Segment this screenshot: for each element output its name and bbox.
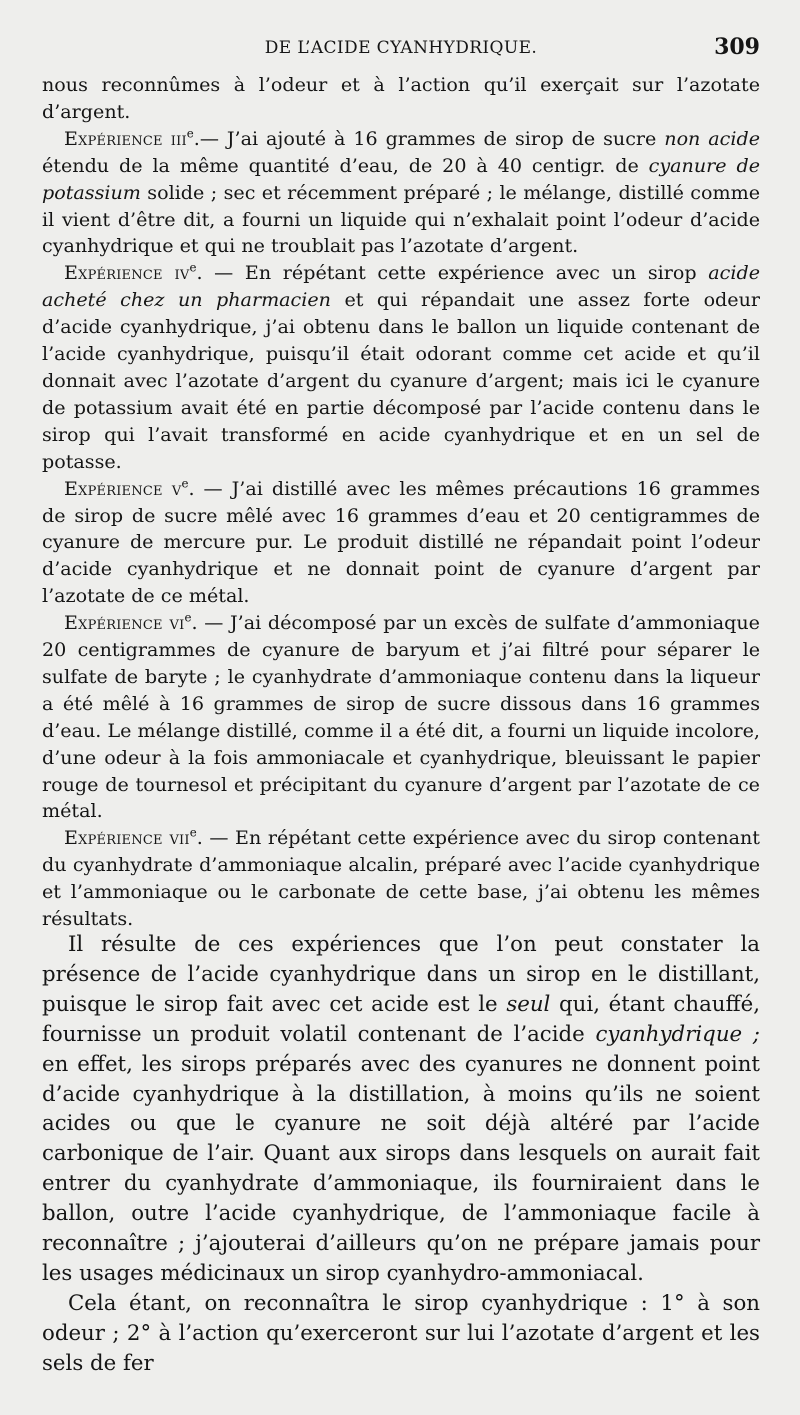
experience-paragraph-7 [42,825,760,933]
experience-label: Expérience iv [64,261,190,285]
experience-label: Expérience vi [64,611,185,635]
page-header [42,34,760,66]
experience-paragraph-5 [42,476,760,611]
segment: étendu de la même quantité d’eau, de 20 à 40 centigr. de [42,153,649,177]
segment: . — En répétant cette expérience avec un sirop [196,261,709,285]
conclusion-section [42,930,760,1379]
page-number: 309 [714,34,760,60]
segment-italic: cyanhydrique ; [595,1021,760,1047]
segment: en effet, les sirops préparés avec des cyanures ne donnent point d’acide cyanhydrique à la distillation, à moins qu’ils ne soient acides ou que le cyanure ne soit déjà altéré par l’acide carbonique de l’air. Quant aux sirops dans lesquels on aurait fait entrer du cyanhydrate d’ammoniaque, ils fourniraient dans le ballon, outre l’acide cyanhydrique, de l’ammoniaque facile à reconnaître ; j’ajouterai d’ailleurs qu’on ne prépare jamais pour les usages médicinaux un sirop cyanhydro-ammoniacal. [42,1051,760,1286]
experience-paragraph-6 [42,610,760,825]
conclusion-paragraph [42,930,760,1289]
experiments-section [42,72,760,933]
segment-italic: cyanure de potassium [42,153,760,204]
segment: et qui répandait une assez forte odeur d’acide cyanhydrique, j’ai obtenu dans le ballon un liquide contenant de l’acide cyanhydrique, puisqu’il était odorant comme cet acide et qu’il donnait avec l’azotate d’argent du cyanure d’argent; mais ici le cyanure de potassium avait été en partie décomposé par l’acide contenu dans le sirop qui l’avait transformé en acide cyanhydrique et en un sel de potasse. [42,288,761,473]
experience-label-suffix: e [189,826,197,841]
segment-italic: non acide [664,126,760,150]
experience-label: Expérience vii [64,826,190,850]
experience-paragraph-4 [42,260,760,475]
segment: . — En répétant cette expérience avec du sirop contenant du cyanhydrate d’ammoniaque alcalin, préparé avec l’acide cyanhydrique et l’ammoniaque ou le carbonate de cette base, j’ai obtenu les mêmes résultats. [42,826,760,931]
experience-paragraph-3 [42,126,760,261]
segment: solide ; sec et récemment préparé ; le mélange, distillé comme il vient d’être dit, a fourni un liquide qui n’exhalait point l’odeur d’acide cyanhydrique et qui ne troublait pas l’azotate d’argent. [42,180,760,258]
segment: qui, étant chauffé, fournisse un produit volatil contenant de l’acide [42,991,760,1047]
segment: . — J’ai distillé avec les mêmes précautions 16 grammes de sirop de sucre mêlé avec 16 grammes d’eau et 20 centigrammes de cyanure de mercure pur. Le produit distillé ne répandait point l’odeur d’acide cyanhydrique et ne donnait point de cyanure d’argent par l’azotate de ce métal. [42,476,760,608]
intro-paragraph: nous reconnûmes à l’odeur et à l’action qu’il exerçait sur l’azotate d’argent. [42,73,760,123]
experience-label-suffix: e [189,260,197,275]
segment: .— J’ai ajouté à 16 grammes de sirop de sucre [193,126,665,150]
experience-label-suffix: e [181,476,189,491]
experience-label-suffix: e [184,610,192,625]
experience-label-suffix: e [186,126,194,141]
segment: . — J’ai décomposé par un excès de sulfate d’ammoniaque 20 centigrammes de cyanure de baryum et j’ai filtré pour séparer le sulfate de baryte ; le cyanhydrate d’ammoniaque contenu dans la liqueur a été mêlé à 16 grammes de sirop de sucre dissous dans 16 grammes d’eau. Le mélange distillé, comme il a été dit, a fourni un liquide incolore, d’une odeur à la fois ammoniacale et cyanhydrique, bleuissant le papier rouge de tournesol et précipitant du cyanure d’argent par l’azotate de ce métal. [42,611,760,823]
segment-italic: seul [506,991,551,1017]
final-paragraph: Cela étant, on reconnaîtra le sirop cyanhydrique : 1° à son odeur ; 2° à l’action qu’exerceront sur lui l’azotate d’argent et les sels de fer [42,1290,760,1376]
segment-italic: acide acheté chez un pharmacien [42,261,760,312]
experience-label: Expérience iii [64,126,187,150]
running-title: DE L’ACIDE CYANHYDRIQUE. [264,38,538,58]
segment: Il résulte de ces expériences que l’on peut constater la présence de l’acide cyanhydrique dans un sirop en le distillant, puisque le sirop fait avec cet acide est le [42,932,760,1017]
experience-label: Expérience v [64,476,182,500]
